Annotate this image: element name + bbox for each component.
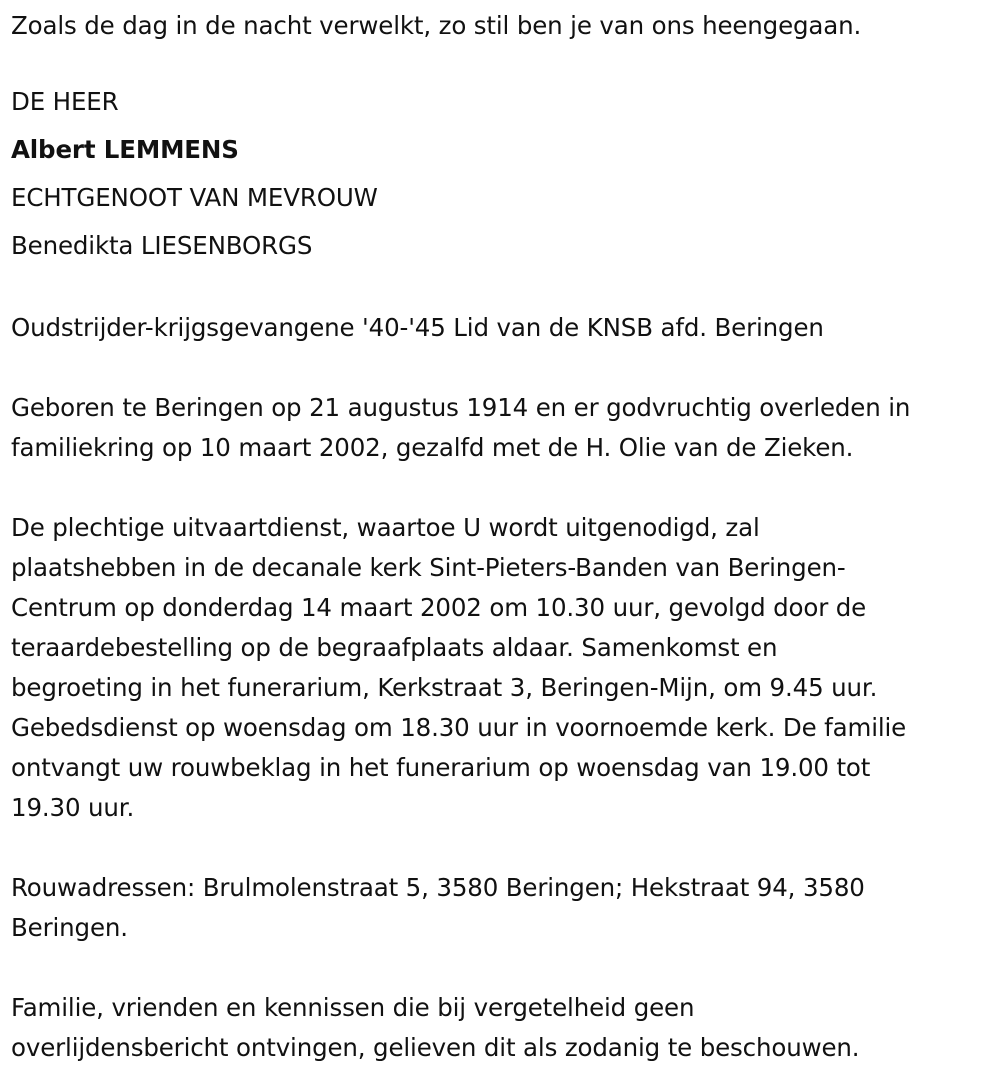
paragraph-line: Centrum op donderdag 14 maart 2002 om 10.30 uur, gevolgd door de [11, 593, 867, 622]
paragraph-line: ontvangt uw rouwbeklag in het funerarium op woensdag van 19.00 tot [11, 753, 871, 782]
birth-death-paragraph [11, 388, 991, 468]
spouse-name: Benedikta LIESENBORGS [11, 231, 313, 260]
paragraph-line: plaatshebben in de decanale kerk Sint-Pieters-Banden van Beringen- [11, 553, 846, 582]
closing-paragraph [11, 988, 991, 1068]
paragraph-line: familiekring op 10 maart 2002, gezalfd met de H. Olie van de Zieken. [11, 433, 854, 462]
paragraph-line: Beringen. [11, 913, 128, 942]
addresses-paragraph [11, 868, 991, 948]
title-prefix: DE HEER [11, 87, 119, 116]
paragraph-line: overlijdensbericht ontvingen, gelieven dit als zodanig te beschouwen. [11, 1033, 860, 1062]
service-paragraph [11, 508, 991, 828]
paragraph-line: 19.30 uur. [11, 793, 135, 822]
paragraph-line: Rouwadressen: Brulmolenstraat 5, 3580 Beringen; Hekstraat 94, 3580 [11, 873, 865, 902]
paragraph-line: Familie, vrienden en kennissen die bij vergetelheid geen [11, 993, 695, 1022]
opening-line: Zoals de dag in de nacht verwelkt, zo stil ben je van ons heengegaan. [11, 11, 862, 40]
spouse-prefix: ECHTGENOOT VAN MEVROUW [11, 183, 378, 212]
paragraph-line: Geboren te Beringen op 21 augustus 1914 en er godvruchtig overleden in [11, 393, 911, 422]
deceased-name: Albert LEMMENS [11, 135, 239, 164]
paragraph-line: Gebedsdienst op woensdag om 18.30 uur in voornoemde kerk. De familie [11, 713, 907, 742]
name-block [11, 78, 1000, 270]
paragraph-line: begroeting in het funerarium, Kerkstraat 3, Beringen-Mijn, om 9.45 uur. [11, 673, 878, 702]
obituary-document [0, 6, 1000, 1092]
paragraph-line: De plechtige uitvaartdienst, waartoe U wordt uitgenodigd, zal [11, 513, 760, 542]
paragraph-line: teraardebestelling op de begraafplaats aldaar. Samenkomst en [11, 633, 778, 662]
affiliation-line: Oudstrijder-krijgsgevangene '40-'45 Lid van de KNSB afd. Beringen [11, 313, 824, 342]
